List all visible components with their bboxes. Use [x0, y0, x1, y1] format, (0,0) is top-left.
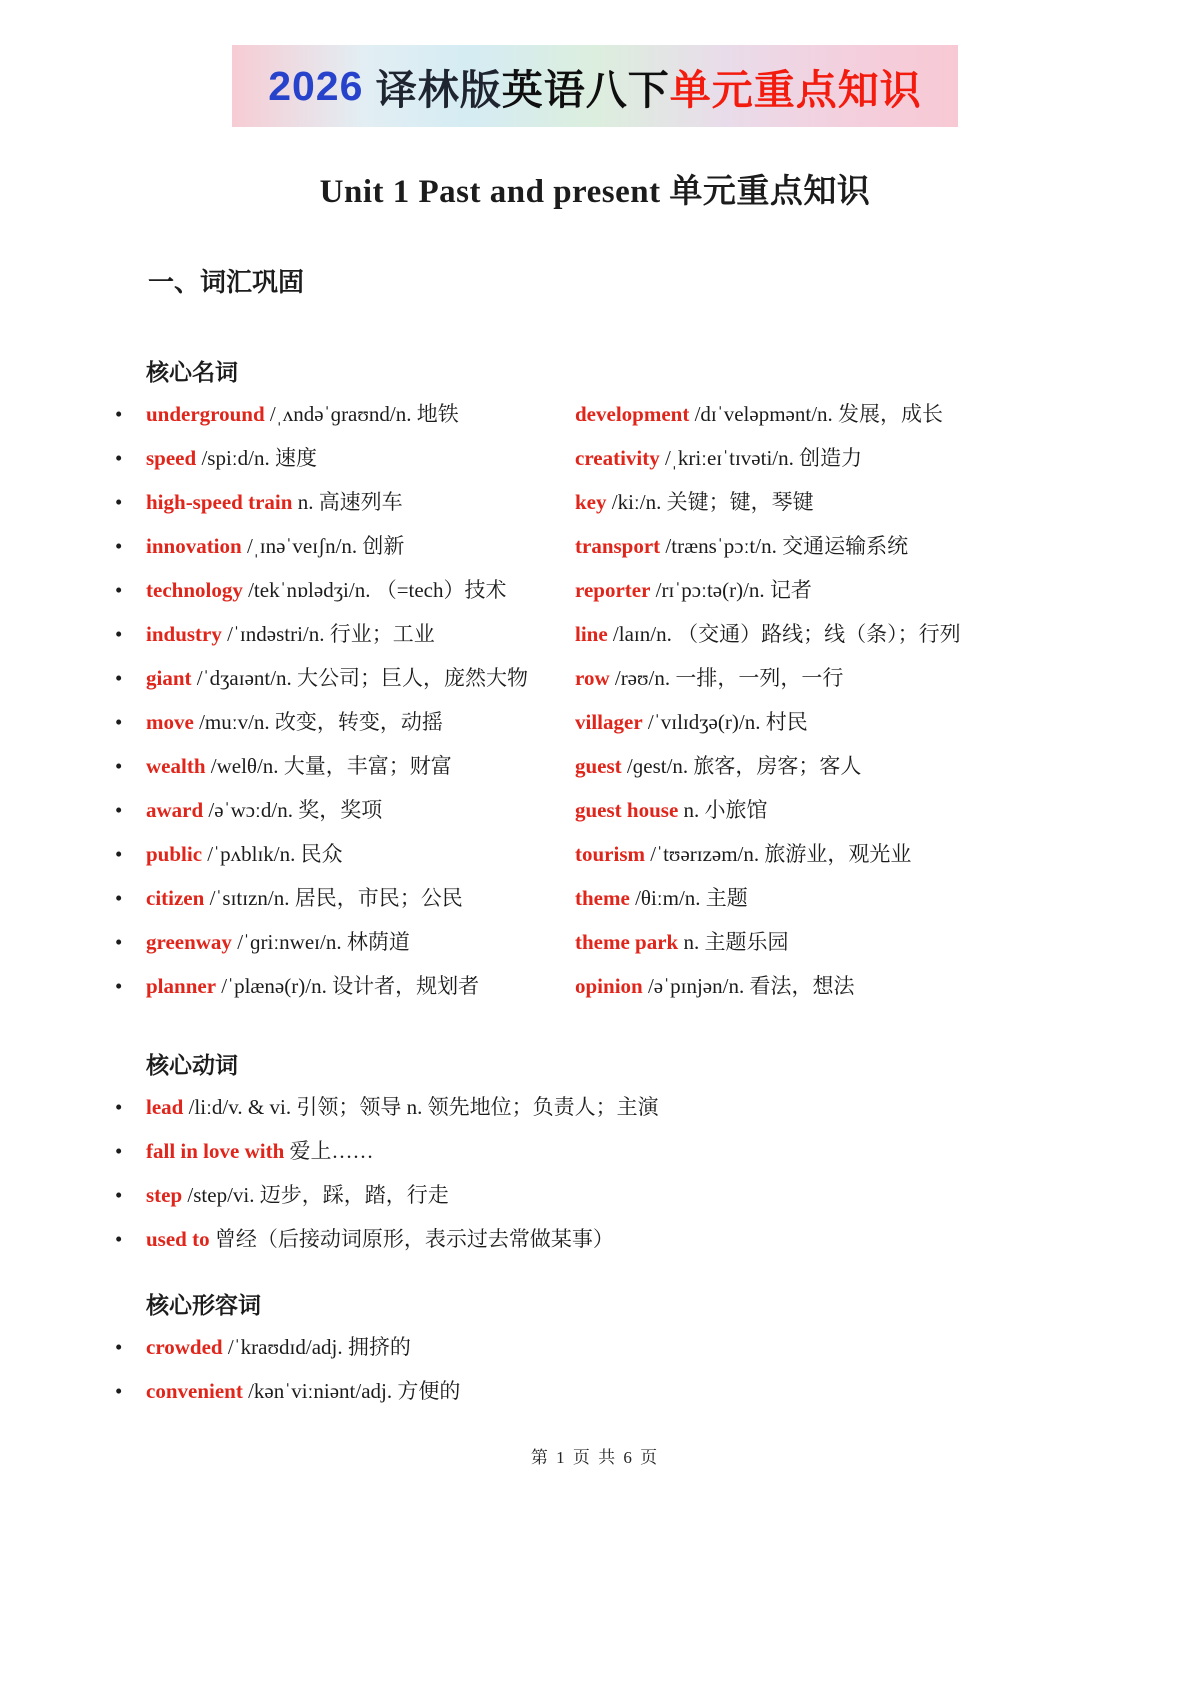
vocab-item	[146, 397, 561, 432]
vocab-item	[146, 881, 561, 916]
vocab-definition: /rɪˈpɔːtə(r)/n. 记者	[650, 578, 812, 602]
vocab-word: planner	[146, 974, 217, 998]
vocab-definition: /ˈkraʊdɪd/adj. 拥挤的	[222, 1335, 411, 1359]
vocab-item	[575, 441, 1080, 476]
vocab-definition: /ˌkriːeɪˈtɪvəti/n. 创造力	[659, 446, 863, 470]
vocab-definition: /laɪn/n. （交通）路线；线（条）；行列	[607, 622, 961, 646]
vocab-item	[575, 749, 1080, 784]
vocab-item	[575, 793, 1080, 828]
subsection-core-nouns: 核心名词	[146, 359, 238, 385]
vocab-word: transport	[575, 534, 661, 558]
vocab-definition: /əˈwɔːd/n. 奖，奖项	[203, 798, 383, 822]
page-title: Unit 1 Past and present 单元重点知识	[319, 174, 871, 210]
vocab-item	[146, 705, 561, 740]
banner-subject: 英语八下	[501, 66, 670, 113]
vocab-item	[146, 969, 561, 1004]
header-banner	[232, 45, 958, 127]
vocab-word: guest	[575, 754, 622, 778]
vocab-definition: /ˈplænə(r)/n. 设计者，规划者	[216, 974, 480, 998]
vocab-item	[146, 793, 561, 828]
vocab-definition: /ˈpʌblɪk/n. 民众	[202, 842, 343, 866]
vocab-word: tourism	[575, 842, 645, 866]
vocab-word: giant	[146, 666, 192, 690]
section-heading-vocab: 一、词汇巩固	[148, 267, 305, 297]
vocab-definition: /tekˈnɒlədʒi/n. （=tech）技术	[242, 578, 507, 602]
banner-year: 2026	[268, 62, 376, 109]
vocab-word: guest house	[575, 798, 679, 822]
vocab-definition: /spiːd/n. 速度	[196, 446, 317, 470]
vocab-definition: /kənˈviːniənt/adj. 方便的	[242, 1379, 461, 1403]
vocab-word: crowded	[146, 1335, 223, 1359]
vocab-word: award	[146, 798, 204, 822]
vocab-word: lead	[146, 1095, 184, 1119]
vocab-item	[146, 1178, 1080, 1213]
verbs-list	[146, 1090, 1080, 1257]
vocab-definition: /θiːm/n. 主题	[629, 886, 748, 910]
vocab-item	[575, 705, 1080, 740]
vocab-item	[575, 661, 1080, 696]
vocab-definition: /ˈdʒaɪənt/n. 大公司；巨人，庞然大物	[191, 666, 529, 690]
vocab-item	[146, 1330, 1080, 1365]
vocab-word: move	[146, 710, 194, 734]
content-area	[0, 354, 1190, 1409]
banner-publisher: 译林版	[375, 66, 502, 113]
vocab-item	[146, 573, 561, 608]
vocab-item	[575, 925, 1080, 960]
vocab-word: row	[575, 666, 610, 690]
vocab-word: technology	[146, 578, 243, 602]
vocab-definition: /muːv/n. 改变，转变，动摇	[193, 710, 443, 734]
vocab-word: development	[575, 402, 690, 426]
vocab-word: high-speed train	[146, 490, 293, 514]
vocab-definition: 曾经（后接动词原形，表示过去常做某事）	[209, 1227, 614, 1251]
vocab-word: underground	[146, 402, 265, 426]
vocab-word: step	[146, 1183, 183, 1207]
vocab-definition: /trænsˈpɔːt/n. 交通运输系统	[660, 534, 909, 558]
vocab-definition: /dɪˈveləpmənt/n. 发展，成长	[689, 402, 944, 426]
vocab-word: public	[146, 842, 203, 866]
vocab-item	[146, 485, 561, 520]
vocab-definition: /ˈvɪlɪdʒə(r)/n. 村民	[642, 710, 808, 734]
vocab-item	[575, 837, 1080, 872]
vocab-word: convenient	[146, 1379, 243, 1403]
vocab-definition: /ˈɪndəstri/n. 行业；工业	[221, 622, 435, 646]
vocab-word: opinion	[575, 974, 643, 998]
vocab-word: speed	[146, 446, 197, 470]
vocab-definition: /rəʊ/n. 一排，一列，一行	[609, 666, 844, 690]
vocab-definition: /kiː/n. 关键；键，琴键	[606, 490, 814, 514]
vocab-word: creativity	[575, 446, 660, 470]
vocab-word: citizen	[146, 886, 205, 910]
vocab-definition: n. 主题乐园	[678, 930, 789, 954]
vocab-definition: /ˌʌndəˈɡraʊnd/n. 地铁	[264, 402, 459, 426]
nouns-list-right	[575, 397, 1080, 1013]
vocab-definition: /ˌɪnəˈveɪʃn/n. 创新	[241, 534, 405, 558]
vocab-word: wealth	[146, 754, 206, 778]
vocab-word: fall in love with	[146, 1139, 285, 1163]
vocab-item	[146, 1374, 1080, 1409]
vocab-item	[146, 441, 561, 476]
vocab-definition: n. 小旅馆	[678, 798, 768, 822]
vocab-word: reporter	[575, 578, 651, 602]
vocab-word: industry	[146, 622, 222, 646]
vocab-item	[146, 1222, 1080, 1257]
vocab-item	[575, 969, 1080, 1004]
adjectives-list	[146, 1330, 1080, 1409]
vocab-definition: 爱上……	[284, 1139, 374, 1163]
vocab-definition: /əˈpɪnjən/n. 看法，想法	[642, 974, 855, 998]
vocab-definition: /ɡest/n. 旅客，房客；客人	[621, 754, 862, 778]
vocab-item	[146, 529, 561, 564]
vocab-item	[575, 397, 1080, 432]
vocab-item	[146, 1134, 1080, 1169]
vocab-word: theme park	[575, 930, 679, 954]
vocab-word: key	[575, 490, 607, 514]
vocab-definition: /ˈɡriːnweɪ/n. 林荫道	[231, 930, 410, 954]
subsection-core-adjectives: 核心形容词	[146, 1292, 261, 1318]
vocab-definition: /step/vi. 迈步，踩，踏，行走	[182, 1183, 449, 1207]
subsection-core-verbs: 核心动词	[146, 1052, 238, 1078]
page-number: 第 1 页 共 6 页	[530, 1448, 660, 1467]
vocab-item	[575, 881, 1080, 916]
vocab-item	[575, 529, 1080, 564]
vocab-word: theme	[575, 886, 630, 910]
vocab-word: greenway	[146, 930, 232, 954]
vocab-word: villager	[575, 710, 643, 734]
vocab-definition: /liːd/v. & vi. 引领；领导 n. 领先地位；负责人；主演	[183, 1095, 659, 1119]
vocab-definition: /ˈsɪtɪzn/n. 居民，市民；公民	[204, 886, 463, 910]
vocab-item	[146, 1090, 1080, 1125]
vocab-item	[146, 617, 561, 652]
vocab-item	[146, 925, 561, 960]
vocab-item	[575, 485, 1080, 520]
vocab-item	[146, 661, 561, 696]
vocab-item	[575, 573, 1080, 608]
vocab-definition: /ˈtʊərɪzəm/n. 旅游业，观光业	[645, 842, 912, 866]
vocab-word: used to	[146, 1227, 210, 1251]
nouns-two-columns	[146, 387, 1080, 1013]
vocab-word: innovation	[146, 534, 242, 558]
banner-highlight: 单元重点知识	[669, 66, 922, 113]
vocab-word: line	[575, 622, 608, 646]
vocab-item	[575, 617, 1080, 652]
vocab-item	[146, 749, 561, 784]
vocab-definition: n. 高速列车	[292, 490, 403, 514]
nouns-list-left	[146, 397, 575, 1013]
vocab-item	[146, 837, 561, 872]
vocab-definition: /welθ/n. 大量，丰富；财富	[205, 754, 452, 778]
